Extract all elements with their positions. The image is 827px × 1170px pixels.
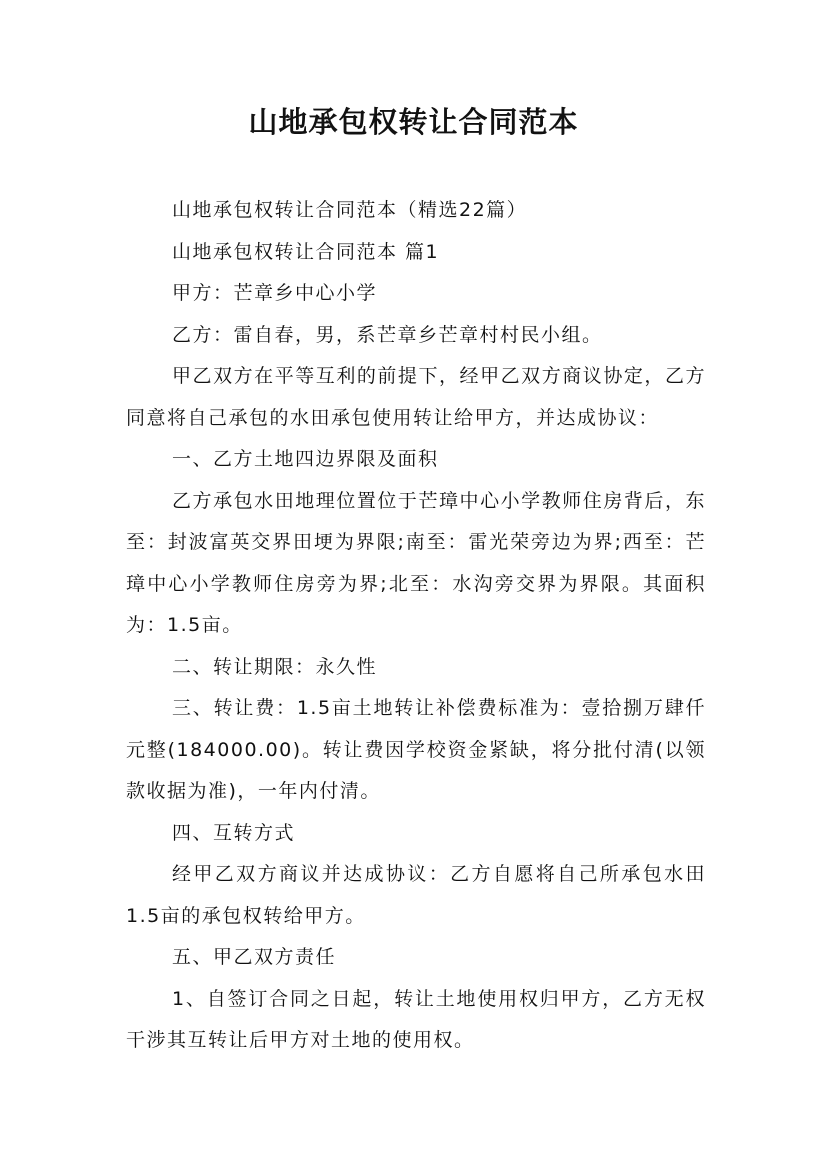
clause-heading-5: 五、甲乙双方责任 (172, 946, 337, 968)
clause-heading-1: 一、乙方土地四边界限及面积 (172, 448, 439, 470)
section-heading: 山地承包权转让合同范本 篇1 (172, 240, 440, 263)
document-title: 山地承包权转让合同范本 (248, 105, 579, 139)
subtitle-line: 山地承包权转让合同范本（精选22篇） (172, 199, 528, 221)
document-body (126, 190, 706, 1062)
fee-paragraph: 三、转让费：1.5亩土地转让补偿费标准为：壹拾捌万肆仟元整(184000.00)。转让费因学校资金紧缺，将分批付清(以领款收据为准)，一年内付清。 (126, 697, 706, 802)
responsibility-paragraph-1: 1、自签订合同之日起，转让土地使用权归甲方，乙方无权干涉其互转让后甲方对土地的使用权。 (126, 987, 706, 1051)
transfer-paragraph: 经甲乙双方商议并达成协议：乙方自愿将自己所承包水田1.5亩的承包权转给甲方。 (126, 863, 706, 927)
party-b-line: 乙方：雷自春，男，系芒章乡芒章村村民小组。 (172, 323, 603, 346)
clause-heading-4: 四、互转方式 (172, 821, 296, 844)
preamble-paragraph: 甲乙双方在平等互利的前提下，经甲乙双方商议协定，乙方同意将自己承包的水田承包使用转让给甲方，并达成协议： (126, 365, 706, 429)
clause-heading-2: 二、转让期限：永久性 (172, 655, 378, 678)
boundary-paragraph: 乙方承包水田地理位置位于芒璋中心小学教师住房背后，东至：封波富英交界田埂为界限;南至：雷光荣旁边为界;西至：芒璋中心小学教师住房旁为界;北至：水沟旁交界为界限。其面积为：1.5亩。 (126, 489, 706, 636)
party-a-line: 甲方：芒章乡中心小学 (172, 282, 378, 304)
